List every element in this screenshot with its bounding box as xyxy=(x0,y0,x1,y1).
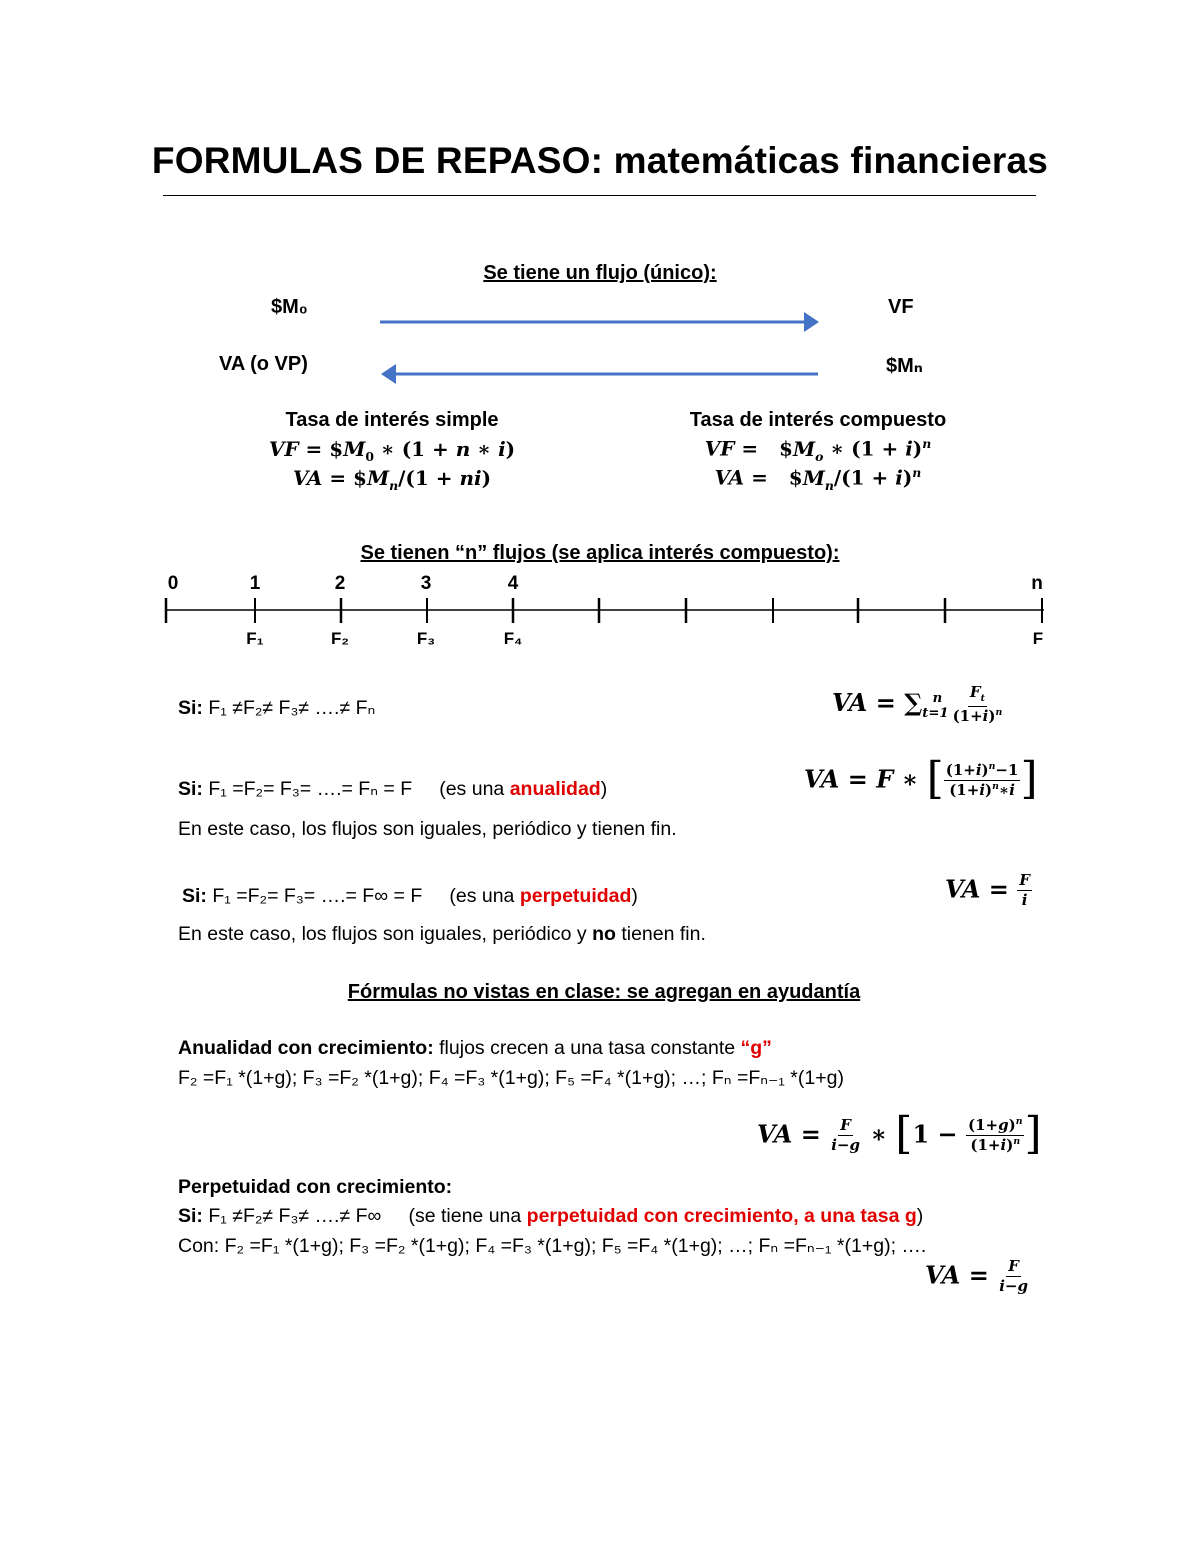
growing-annuity-va-formula: VA = $\frac{F}{i-g}$ ∗ [1 − $\frac{(1+g)^n}{(1+i)^n}$ ] xyxy=(757,1107,1042,1159)
multi-flow-heading: Se tienen “n” flujos (se aplica interés compuesto): xyxy=(360,542,840,564)
general-case-condition: Si: F₁ ≠F₂≠ F₃≠ ….≠ Fₙ xyxy=(178,697,376,719)
annuity-condition: Si: F₁ =F₂= F₃= ….= Fₙ = F (es una anualidad) xyxy=(178,778,608,800)
timeline xyxy=(160,595,1050,629)
simple-va-formula: VA = $\$M_n/(1 + ni)$ xyxy=(292,466,492,493)
growing-perpetuity-sequence: Con: F₂ =F₁ *(1+g); F₃ =F₂ *(1+g); F₄ =F₃ *(1+g); F₅ =F₄ *(1+g); …; Fₙ =Fₙ₋₁ *(1+g); …. xyxy=(178,1235,927,1257)
growing-perpetuity-condition: Si: F₁ ≠F₂≠ F₃≠ ….≠ F∞ (se tiene una perpetuidad con crecimiento, a una tasa g) xyxy=(178,1205,924,1227)
flow-label-final: F xyxy=(1032,629,1044,648)
growing-perpetuity-va-formula: VA = $\frac{F}{i-g}$ xyxy=(925,1257,1028,1296)
growing-annuity-intro: Anualidad con crecimiento: flujos crecen a una tasa constante “g” xyxy=(178,1037,772,1059)
tick-label-4: 4 xyxy=(507,573,519,594)
compound-interest-heading: Tasa de interés compuesto xyxy=(689,409,947,431)
compound-vf-formula: VF = $\$M_o$ ∗ $(1 + i)^n$ xyxy=(704,436,932,464)
simple-vf-formula: VF = $\$M_0$ ∗ (1 + n ∗ i) xyxy=(268,437,516,464)
extra-formulas-heading: Fórmulas no vistas en clase: se agregan en ayudantía xyxy=(347,981,861,1003)
perpetuity-va-formula: VA = $\frac{F}{i}$ xyxy=(945,871,1030,910)
m0-label: $M₀ xyxy=(271,296,308,318)
flow-label-1: F₁ xyxy=(246,629,264,648)
page-title: FORMULAS DE REPASO: matemáticas financieras xyxy=(151,140,1049,181)
compound-va-formula: VA = $\$M_n/(1 + i)^n$ xyxy=(714,465,922,493)
flow-label-3: F₃ xyxy=(416,629,436,648)
annuity-description: En este caso, los flujos son iguales, periódico y tienen fin. xyxy=(178,818,677,840)
growing-perpetuity-title: Perpetuidad con crecimiento: xyxy=(178,1176,453,1198)
tick-label-n: n xyxy=(1031,573,1043,594)
simple-interest-heading: Tasa de interés simple xyxy=(285,409,499,431)
growing-annuity-sequence: F₂ =F₁ *(1+g); F₃ =F₂ *(1+g); F₄ =F₃ *(1+g); F₅ =F₄ *(1+g); …; Fₙ =Fₙ₋₁ *(1+g) xyxy=(178,1067,844,1089)
backward-arrow-head xyxy=(381,364,396,384)
tick-label-0: 0 xyxy=(167,573,179,594)
tick-label-3: 3 xyxy=(420,573,432,594)
va-label: VA (o VP) xyxy=(219,353,308,375)
flow-arrows xyxy=(370,305,830,390)
title-divider xyxy=(163,195,1036,196)
mn-label: $Mₙ xyxy=(886,355,923,377)
vf-label: VF xyxy=(888,296,914,318)
general-va-formula: VA = $\sum_{t=1}^n$ $\frac{F_t}{(1+i)^n}$ xyxy=(832,683,1003,725)
perpetuity-condition: Si: F₁ =F₂= F₃= ….= F∞ = F (es una perpetuidad) xyxy=(182,885,638,907)
annuity-va-formula: VA = F ∗ [ $\frac{(1+i)^n-1}{(1+i)^n∗i}$ ] xyxy=(804,752,1038,804)
flow-label-2: F₂ xyxy=(331,629,349,648)
perpetuity-description: En este caso, los flujos son iguales, periódico y no tienen fin. xyxy=(178,923,706,945)
forward-arrow-head xyxy=(804,312,819,332)
single-flow-heading: Se tiene un flujo (único): xyxy=(483,262,717,284)
flow-label-4: F₄ xyxy=(503,629,523,648)
tick-label-2: 2 xyxy=(334,573,346,594)
tick-label-1: 1 xyxy=(249,573,261,594)
